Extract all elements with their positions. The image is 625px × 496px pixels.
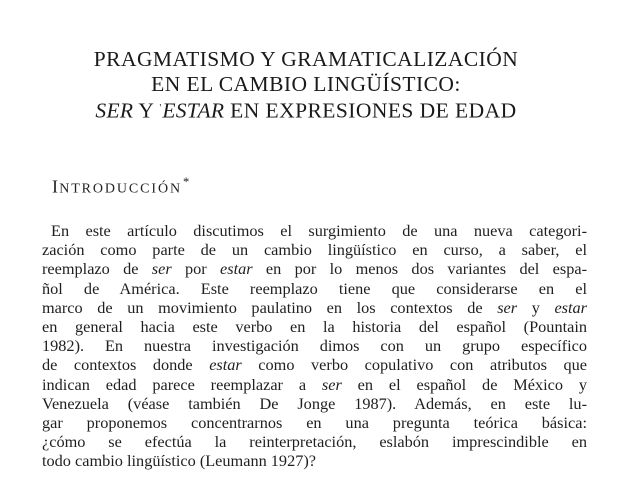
article-title-line: EN EL CAMBIO LINGÜÍSTICO: <box>151 71 461 96</box>
intro-paragraph <box>42 221 587 471</box>
section-heading <box>52 172 189 199</box>
section-heading-smallcaps: NTRODUCCIÓN <box>59 181 182 197</box>
article-title-line: PRAGMATISMO Y GRAMATICALIZACIÓN <box>93 47 519 71</box>
article-title-line: SER Y 'ESTAR EN EXPRESIONES DE EDAD <box>95 98 517 123</box>
paragraph-line: ¿cómo se efectúa la reinterpretación, eslabón imprescindible en <box>42 432 587 452</box>
paragraph-line: de contextos donde estar como verbo copulativo con atributos que <box>42 355 588 375</box>
section-heading-initial: I <box>52 176 60 197</box>
paragraph-line: 1982). En nuestra investigación dimos con un grupo específico <box>42 336 587 356</box>
paragraph-line: ñol de América. Este reemplazo tiene que considerarse en el <box>42 278 587 298</box>
paragraph-line: reemplazo de ser por estar en por lo menos dos variantes del espa- <box>42 259 587 279</box>
paragraph-line: Venezuela (véase también De Jonge 1987). Además, en este lu- <box>42 393 587 413</box>
paragraph-line: en general hacia este verbo en la historia del español (Pountain <box>42 317 587 337</box>
paragraph-line: todo cambio lingüístico (Leumann 1927)? <box>42 451 317 471</box>
paragraph-line: zación como parte de un cambio lingüístico en curso, a saber, el <box>42 240 587 260</box>
paragraph-line: En este artículo discutimos el surgimiento de una nueva categori- <box>51 221 587 240</box>
paragraph-line: marco de un movimiento paulatino en los contextos de ser y estar <box>42 297 588 317</box>
footnote-marker: * <box>183 175 190 189</box>
article-title <box>30 47 582 123</box>
paragraph-line: indican edad parece reemplazar a ser en el español de México y <box>42 374 587 394</box>
paragraph-line: gar proponemos concentrarnos en una pregunta teórica básica: <box>42 413 587 433</box>
